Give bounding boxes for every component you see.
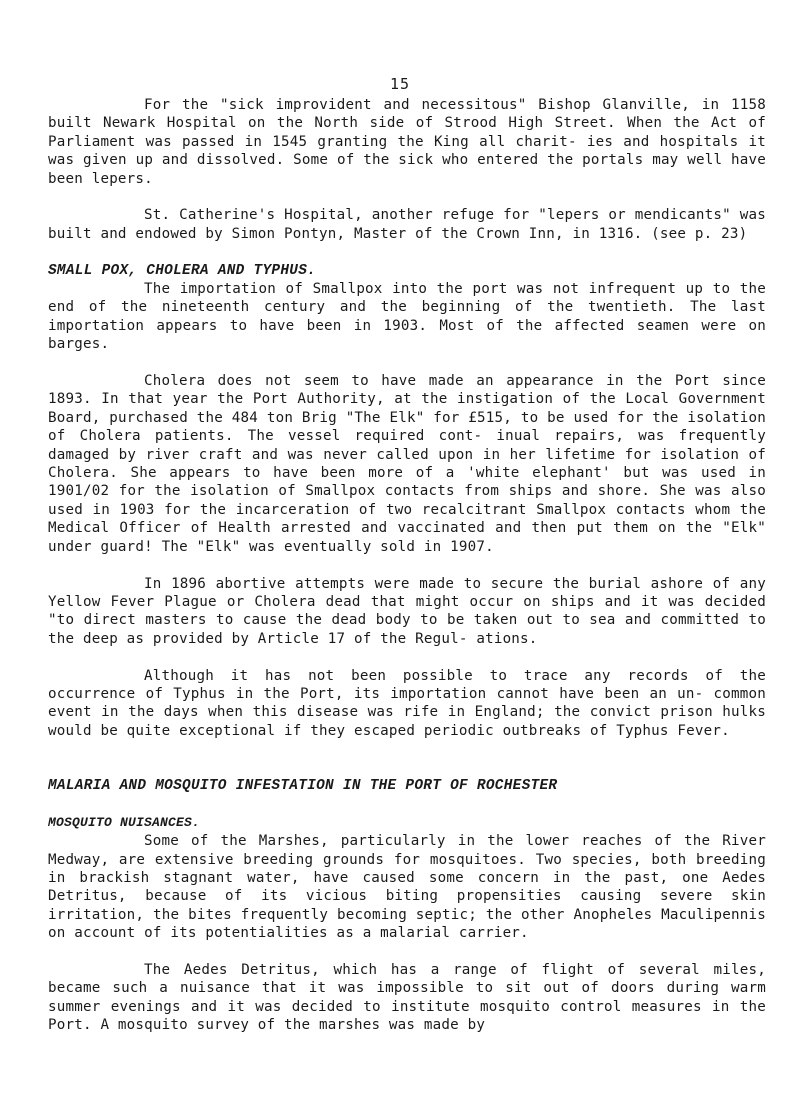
- page-number: 15: [389, 75, 411, 93]
- paragraph-marshes: Some of the Marshes, particularly in the lower reaches of the River Medway, are extensive breeding grounds for mosquitoes. Two species, both breeding in brackish stagnant water, have caused some concern in the past, one Aedes Detritus, because of its vicious biting propensities causing severe skin irritation, the bites frequently becoming septic; the other Anopheles Maculipennis on account of its potentialities as a malarial carrier.: [48, 833, 766, 942]
- subheading-mosquito-nuisances: MOSQUITO NUISANCES.: [48, 814, 201, 830]
- paragraph-yellow-fever: In 1896 abortive attempts were made to secure the burial ashore of any Yellow Fever Plague or Cholera dead that might occur on ships and it was decided "to direct masters to cause the dead body to be taken out to sea and committed to the deep as provided by Article 17 of the Regul- ations.: [48, 575, 766, 647]
- paragraph-smallpox: The importation of Smallpox into the port was not infrequent up to the end of the nineteenth century and the beginning of the twentieth. The last importation appears to have been in 1903. Most of the affected seamen were on barges.: [48, 281, 766, 353]
- heading-malaria-mosquito: MALARIA AND MOSQUITO INFESTATION IN THE PORT OF ROCHESTER: [48, 777, 558, 794]
- paragraph-aedes-detritus: The Aedes Detritus, which has a range of flight of several miles, became such a nuisance that it was impossible to sit out of doors during warm summer evenings and it was decided to institute mosquito control measures in the Port. A mosquito survey of the marshes was made by: [48, 961, 766, 1034]
- paragraph-bishop-glanville: For the "sick improvident and necessitous" Bishop Glanville, in 1158 built Newark Hospital on the North side of Strood High Street. When the Act of Parliament was passed in 1545 granting the King all charit- ies and hospitals it was given up and dissolved. Some of the sick who entered the portals may well have been lepers.: [48, 97, 766, 187]
- document-body: [48, 96, 766, 1035]
- heading-smallpox-cholera-typhus: SMALL POX, CHOLERA AND TYPHUS.: [48, 262, 317, 279]
- paragraph-cholera-elk: Cholera does not seem to have made an appearance in the Port since 1893. In that year the Port Authority, at the instigation of the Local Government Board, purchased the 484 ton Brig "The Elk" for £515, to be used for the isolation of Cholera patients. The vessel required cont- inual repairs, was frequently damaged by river craft and was never called upon in her lifetime for isolation of Cholera. She appears to have been more of a 'white elephant' but was used in 1901/02 for the isolation of Smallpox contacts from ships and shore. She was also used in 1903 for the incarceration of two recalcitrant Smallpox contacts whom the Medical Officer of Health arrested and vaccinated and then put them on the "Elk" under guard! The "Elk" was eventually sold in 1907.: [48, 373, 766, 555]
- paragraph-typhus: Although it has not been possible to trace any records of the occurrence of Typhus in the Port, its importation cannot have been an un- common event in the days when this disease was rife in England; the convict prison hulks would be quite exceptional if they escaped periodic outbreaks of Typhus Fever.: [48, 667, 766, 739]
- paragraph-st-catherines: St. Catherine's Hospital, another refuge for "lepers or mendicants" was built and endowed by Simon Pontyn, Master of the Crown Inn, in 1316. (see p. 23): [48, 207, 766, 242]
